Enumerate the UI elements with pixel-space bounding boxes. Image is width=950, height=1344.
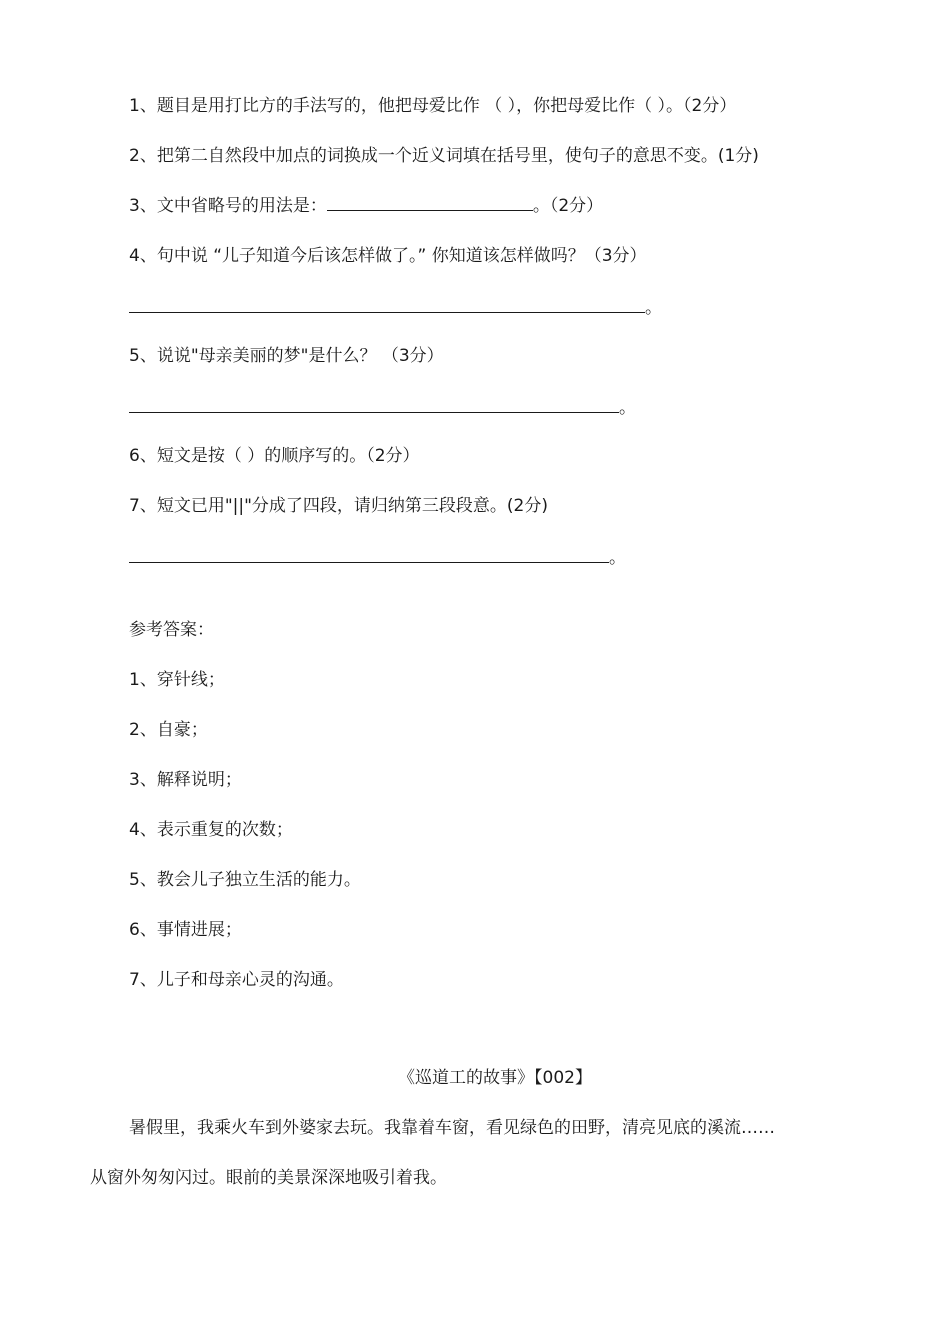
question-7: 7、短文已用"||"分成了四段，请归纳第三段段意。(2分) — [129, 496, 548, 516]
story-paragraph-line-1: 暑假里，我乘火车到外婆家去玩。我靠着车窗，看见绿色的田野，清亮见底的溪流…… — [129, 1118, 775, 1138]
question-4: 4、句中说 “儿子知道今后该怎样做了。” 你知道该怎样做吗？（3分） — [129, 246, 647, 266]
question-7-answer-line — [129, 546, 626, 570]
question-3-suffix: 。（2分） — [532, 196, 604, 216]
question-6: 6、短文是按（ ）的顺序写的。（2分） — [129, 446, 420, 466]
answer-line-end: 。 — [609, 548, 626, 568]
question-4-answer-line — [129, 296, 662, 320]
answer-item-6: 6、事情进展； — [129, 920, 242, 940]
answer-line-end: 。 — [619, 398, 636, 418]
answer-item-4: 4、表示重复的次数； — [129, 820, 293, 840]
answer-item-2: 2、自豪； — [129, 720, 208, 740]
answer-line-end: 。 — [645, 298, 662, 318]
answer-blank-3[interactable] — [327, 194, 533, 211]
answer-item-3: 3、解释说明； — [129, 770, 242, 790]
story-paragraph-line-2: 从窗外匆匆闪过。眼前的美景深深地吸引着我。 — [90, 1168, 447, 1188]
question-3-text: 3、文中省略号的用法是： — [129, 196, 327, 216]
question-5: 5、说说"母亲美丽的梦"是什么？ （3分） — [129, 346, 444, 366]
question-5-answer-line — [129, 396, 636, 420]
answer-blank-4[interactable] — [129, 296, 645, 313]
question-3 — [129, 194, 603, 218]
question-2: 2、把第二自然段中加点的词换成一个近义词填在括号里，使句子的意思不变。(1分) — [129, 146, 759, 166]
answer-item-7: 7、儿子和母亲心灵的沟通。 — [129, 970, 344, 990]
answer-item-1: 1、穿针线； — [129, 670, 225, 690]
story-title: 《巡道工的故事》【002】 — [398, 1068, 592, 1088]
answer-blank-5[interactable] — [129, 396, 619, 413]
question-1: 1、题目是用打比方的手法写的，他把母爱比作 （ ），你把母爱比作（ ）。（2分） — [129, 96, 737, 116]
answer-item-5: 5、教会儿子独立生活的能力。 — [129, 870, 361, 890]
answer-blank-7[interactable] — [129, 546, 609, 563]
answer-key-heading: 参考答案： — [129, 620, 214, 640]
